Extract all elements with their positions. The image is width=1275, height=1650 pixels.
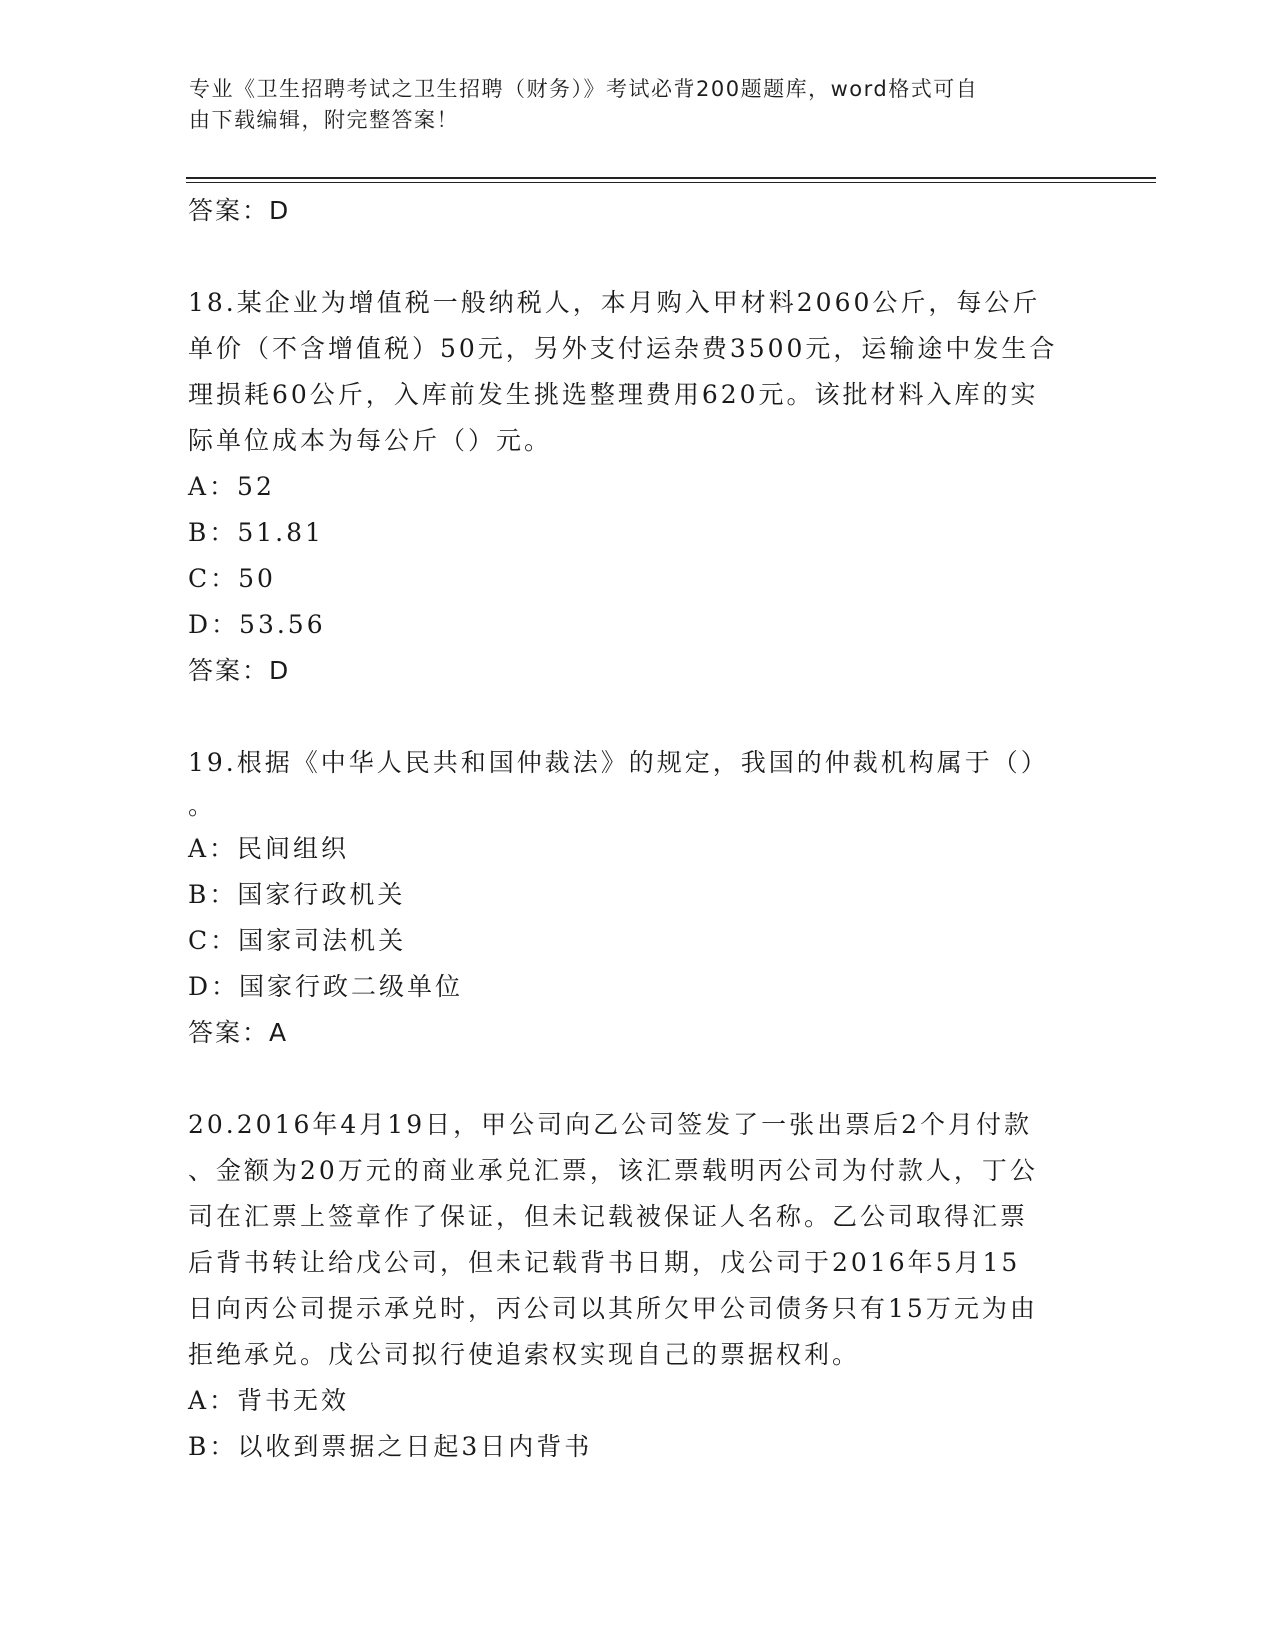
answer-line: 答案：D [188,656,291,685]
stem-line: 单价（不含增值税）50元，另外支付运杂费3500元，运输途中发生合 [188,334,1058,363]
option-b: B：以收到票据之日起3日内背书 [188,1432,593,1461]
question-stem [188,740,1088,826]
question-18 [188,280,1088,694]
header-divider-thin [186,182,1156,183]
option-d: D：国家行政二级单位 [188,972,464,1001]
question-stem [188,280,1088,464]
stem-line: 日向丙公司提示承兑时，丙公司以其所欠甲公司债务只有15万元为由 [188,1294,1038,1323]
option-d: D：53.56 [188,610,326,639]
option-c: C：国家司法机关 [188,926,407,955]
stem-line: 、金额为20万元的商业承兑汇票，该汇票载明丙公司为付款人，丁公 [188,1156,1038,1185]
question-20 [188,1102,1088,1470]
answer-line: 答案：A [188,1018,289,1047]
option-b: B：51.81 [188,518,324,547]
stem-line: 司在汇票上签章作了保证，但未记载被保证人名称。乙公司取得汇票 [188,1202,1029,1231]
header-divider-thick [186,177,1156,179]
stem-line: 理损耗60公斤，入库前发生挑选整理费用620元。该批材料入库的实 [188,380,1039,409]
option-a: A：民间组织 [188,834,350,863]
question-19 [188,740,1088,1056]
answer-line: 答案：D [188,196,291,225]
stem-line: 20.2016年4月19日，甲公司向乙公司签发了一张出票后2个月付款 [188,1110,1033,1139]
option-a: A：背书无效 [188,1386,350,1415]
option-b: B：国家行政机关 [188,880,406,909]
stem-line: 。 [188,791,217,820]
page-header [189,74,1069,136]
stem-line: 际单位成本为每公斤（）元。 [188,426,553,455]
stem-line: 后背书转让给戊公司，但未记载背书日期，戊公司于2016年5月15 [188,1248,1021,1277]
stem-line: 18.某企业为增值税一般纳税人，本月购入甲材料2060公斤，每公斤 [188,288,1041,317]
stem-line: 19.根据《中华人民共和国仲裁法》的规定，我国的仲裁机构属于（） [188,748,1049,777]
question-list [188,188,1088,1470]
option-a: A：52 [188,472,275,501]
stem-line: 拒绝承兑。戊公司拟行使追索权实现自己的票据权利。 [188,1340,861,1369]
question-stem [188,1102,1088,1378]
header-line-2: 由下载编辑，附完整答案！ [189,108,459,132]
header-line-1: 专业《卫生招聘考试之卫生招聘（财务）》考试必背200题题库，word格式可自 [189,77,979,101]
option-c: C：50 [188,564,276,593]
